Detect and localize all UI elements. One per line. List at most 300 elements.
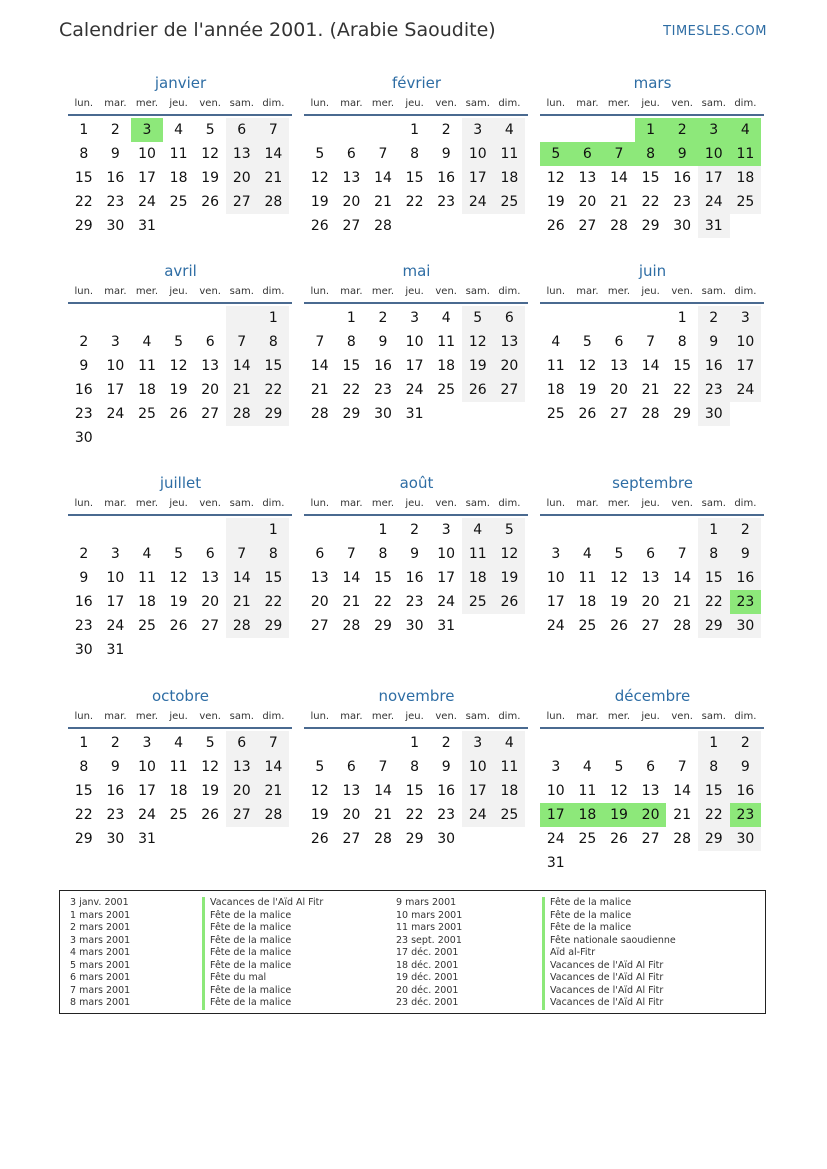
empty-cell xyxy=(494,827,526,851)
day-cell: 9 xyxy=(730,755,762,779)
month-name: mars xyxy=(633,74,672,92)
day-cell: 3 xyxy=(142,735,152,751)
day-cell: 1 xyxy=(258,306,290,330)
day-cell: 28 xyxy=(374,218,392,234)
day-cell: 4 xyxy=(730,118,762,142)
empty-cell xyxy=(462,402,494,426)
day-cell: 15 xyxy=(673,358,692,374)
day-cell: 7 xyxy=(346,546,356,562)
day-cell: 14 xyxy=(258,755,290,779)
day-cell: 28 xyxy=(374,831,392,847)
empty-cell xyxy=(462,614,494,638)
empty-cell xyxy=(540,306,572,330)
day-cell: 19 xyxy=(201,170,220,186)
weekday-label: dim. xyxy=(498,286,521,297)
empty-cell xyxy=(194,518,226,542)
day-cell: 25 xyxy=(730,190,762,214)
empty-cell xyxy=(572,118,604,142)
day-cell: 17 xyxy=(540,803,572,827)
day-cell: 28 xyxy=(310,406,329,422)
day-cell: 24 xyxy=(462,803,494,827)
legend-holiday-name: Aïd al-Fitr xyxy=(542,947,676,960)
day-cell: 4 xyxy=(142,546,152,562)
month-days xyxy=(540,731,764,875)
month-days xyxy=(68,306,292,450)
day-cell: 5 xyxy=(494,518,526,542)
weekday-label: sam. xyxy=(465,498,490,509)
day-cell: 19 xyxy=(462,354,494,378)
day-cell: 9 xyxy=(378,334,388,350)
day-cell: 4 xyxy=(174,735,184,751)
weekday-label: dim. xyxy=(262,711,285,722)
month-name: février xyxy=(391,74,442,92)
day-cell: 2 xyxy=(79,334,89,350)
day-cell: 6 xyxy=(205,546,215,562)
day-cell: 22 xyxy=(673,382,692,398)
month-name: juin xyxy=(638,262,667,280)
weekday-label: jeu. xyxy=(405,286,424,297)
day-cell: 10 xyxy=(462,755,494,779)
month-days xyxy=(540,306,764,426)
day-cell: 3 xyxy=(110,546,120,562)
day-cell: 27 xyxy=(641,831,660,847)
day-cell: 10 xyxy=(405,334,424,350)
day-cell: 29 xyxy=(641,218,660,234)
day-cell: 16 xyxy=(74,594,93,610)
day-cell: 24 xyxy=(138,807,156,823)
legend-dates-col-1 xyxy=(70,897,130,1010)
day-cell: 20 xyxy=(226,779,258,803)
empty-cell xyxy=(399,214,431,238)
day-cell: 2 xyxy=(730,731,762,755)
month-name: octobre xyxy=(151,687,210,705)
day-cell: 19 xyxy=(494,566,526,590)
day-cell: 4 xyxy=(441,310,451,326)
holiday-legend xyxy=(59,890,766,1014)
day-cell: 24 xyxy=(462,190,494,214)
legend-date: 1 mars 2001 xyxy=(70,909,131,921)
day-cell: 24 xyxy=(106,406,125,422)
day-cell: 2 xyxy=(378,310,388,326)
weekday-label: sam. xyxy=(701,498,726,509)
day-cell: 5 xyxy=(174,546,184,562)
day-cell: 30 xyxy=(673,218,692,234)
day-cell: 14 xyxy=(673,570,692,586)
day-cell: 16 xyxy=(74,382,93,398)
month-name: septembre xyxy=(612,474,693,492)
day-cell: 24 xyxy=(730,378,762,402)
page-title: Calendrier de l'année 2001. (Arabie Saoudite) xyxy=(59,19,496,41)
empty-cell xyxy=(462,214,494,238)
day-cell: 18 xyxy=(169,783,188,799)
day-cell: 11 xyxy=(730,142,762,166)
day-cell: 12 xyxy=(169,358,188,374)
empty-cell xyxy=(603,851,635,875)
day-cell: 26 xyxy=(462,378,494,402)
day-cell: 21 xyxy=(226,378,258,402)
empty-cell xyxy=(572,731,604,755)
day-cell: 3 xyxy=(698,118,730,142)
day-cell: 21 xyxy=(258,779,290,803)
empty-cell xyxy=(226,518,258,542)
day-cell: 14 xyxy=(310,358,329,374)
day-cell: 17 xyxy=(462,779,494,803)
day-cell: 26 xyxy=(310,218,329,234)
day-cell: 26 xyxy=(169,618,188,634)
day-cell: 11 xyxy=(578,783,597,799)
day-cell: 4 xyxy=(174,122,184,138)
weekday-label: sam. xyxy=(701,98,726,109)
weekday-label: sam. xyxy=(465,286,490,297)
day-cell: 16 xyxy=(698,354,730,378)
day-cell: 27 xyxy=(226,803,258,827)
day-cell: 15 xyxy=(74,170,93,186)
empty-cell xyxy=(68,518,100,542)
day-cell: 20 xyxy=(310,594,329,610)
month-days xyxy=(304,518,528,638)
day-cell: 24 xyxy=(698,190,730,214)
day-cell: 24 xyxy=(437,594,456,610)
day-cell: 21 xyxy=(374,194,392,210)
day-cell: 10 xyxy=(546,570,565,586)
weekday-label: dim. xyxy=(498,711,521,722)
month-days xyxy=(540,518,764,638)
day-cell: 29 xyxy=(258,614,290,638)
day-cell: 2 xyxy=(410,522,420,538)
empty-cell xyxy=(163,518,195,542)
empty-cell xyxy=(540,731,572,755)
day-cell: 28 xyxy=(342,618,361,634)
day-cell: 20 xyxy=(201,382,220,398)
day-cell: 11 xyxy=(169,146,188,162)
day-cell: 6 xyxy=(346,146,356,162)
day-cell: 20 xyxy=(226,166,258,190)
day-cell: 5 xyxy=(614,759,624,775)
weekday-label: dim. xyxy=(262,98,285,109)
day-cell: 16 xyxy=(106,170,125,186)
day-cell: 15 xyxy=(74,783,93,799)
day-cell: 24 xyxy=(138,194,156,210)
day-cell: 21 xyxy=(641,382,660,398)
day-cell: 6 xyxy=(614,334,624,350)
day-cell: 2 xyxy=(698,306,730,330)
day-cell: 2 xyxy=(110,735,120,751)
day-cell: 29 xyxy=(405,831,424,847)
day-cell: 17 xyxy=(106,382,125,398)
day-cell: 10 xyxy=(730,330,762,354)
day-cell: 28 xyxy=(673,831,692,847)
legend-holiday-name: Vacances de l'Aïd Al Fitr xyxy=(542,985,676,998)
day-cell: 24 xyxy=(106,618,125,634)
month-days xyxy=(304,306,528,426)
day-cell: 8 xyxy=(410,146,420,162)
day-cell: 19 xyxy=(603,803,635,827)
empty-cell xyxy=(666,518,698,542)
weekday-header xyxy=(540,494,764,516)
day-cell: 9 xyxy=(79,570,89,586)
legend-holiday-name: Vacances de l'Aïd Al Fitr xyxy=(542,972,676,985)
day-cell: 4 xyxy=(582,546,592,562)
day-cell: 27 xyxy=(342,831,361,847)
weekday-header xyxy=(304,282,528,304)
empty-cell xyxy=(163,214,195,238)
legend-holiday-name: Fête de la malice xyxy=(202,910,323,923)
day-cell: 3 xyxy=(131,118,163,142)
weekday-label: mer. xyxy=(371,286,395,297)
legend-holiday-name: Vacances de l'Aïd Al Fitr xyxy=(202,897,323,910)
day-cell: 6 xyxy=(205,334,215,350)
weekday-label: lun. xyxy=(310,498,330,509)
weekday-header xyxy=(304,494,528,516)
day-cell: 23 xyxy=(405,594,424,610)
weekday-label: mar. xyxy=(576,286,599,297)
day-cell: 14 xyxy=(610,170,628,186)
day-cell: 22 xyxy=(698,590,730,614)
day-cell: 30 xyxy=(106,218,125,234)
day-cell: 6 xyxy=(572,142,604,166)
day-cell: 21 xyxy=(673,807,692,823)
day-cell: 15 xyxy=(698,566,730,590)
day-cell: 21 xyxy=(610,194,628,210)
day-cell: 19 xyxy=(610,594,628,610)
day-cell: 11 xyxy=(437,334,456,350)
weekday-label: mer. xyxy=(135,98,159,109)
empty-cell xyxy=(603,118,635,142)
month-days xyxy=(68,118,292,238)
weekday-label: ven. xyxy=(199,98,221,109)
day-cell: 18 xyxy=(169,170,188,186)
day-cell: 30 xyxy=(730,827,762,851)
day-cell: 9 xyxy=(110,759,120,775)
empty-cell xyxy=(572,851,604,875)
empty-cell xyxy=(163,306,195,330)
empty-cell xyxy=(603,306,635,330)
day-cell: 23 xyxy=(437,194,456,210)
day-cell: 10 xyxy=(106,570,125,586)
weekday-label: mar. xyxy=(104,98,127,109)
day-cell: 15 xyxy=(405,170,424,186)
weekday-label: mar. xyxy=(576,711,599,722)
day-cell: 8 xyxy=(258,330,290,354)
brand-link[interactable]: TIMESLES.COM xyxy=(663,24,767,39)
day-cell: 16 xyxy=(730,566,762,590)
day-cell: 25 xyxy=(578,831,597,847)
day-cell: 31 xyxy=(138,218,156,234)
day-cell: 12 xyxy=(546,170,565,186)
empty-cell xyxy=(258,827,290,851)
day-cell: 4 xyxy=(494,731,526,755)
day-cell: 30 xyxy=(437,831,456,847)
day-cell: 31 xyxy=(437,618,456,634)
day-cell: 25 xyxy=(546,406,565,422)
day-cell: 13 xyxy=(342,783,361,799)
legend-holiday-name: Fête de la malice xyxy=(202,947,323,960)
day-cell: 18 xyxy=(138,382,156,398)
day-cell: 31 xyxy=(138,831,156,847)
day-cell: 27 xyxy=(201,406,220,422)
day-cell: 28 xyxy=(673,618,692,634)
day-cell: 10 xyxy=(698,142,730,166)
empty-cell xyxy=(367,731,399,755)
day-cell: 5 xyxy=(540,142,572,166)
empty-cell xyxy=(336,731,368,755)
day-cell: 30 xyxy=(74,430,93,446)
legend-holiday-name: Fête nationale saoudienne xyxy=(542,935,676,948)
weekday-label: ven. xyxy=(199,498,221,509)
day-cell: 20 xyxy=(635,803,667,827)
day-cell: 21 xyxy=(342,594,361,610)
day-cell: 10 xyxy=(138,146,156,162)
weekday-label: ven. xyxy=(671,711,693,722)
day-cell: 15 xyxy=(258,566,290,590)
month-block xyxy=(543,72,765,238)
day-cell: 7 xyxy=(677,546,687,562)
weekday-label: dim. xyxy=(734,498,757,509)
day-cell: 20 xyxy=(578,194,597,210)
weekday-label: jeu. xyxy=(169,711,188,722)
empty-cell xyxy=(304,518,336,542)
empty-cell xyxy=(131,426,163,450)
weekday-label: mer. xyxy=(607,498,631,509)
day-cell: 26 xyxy=(201,807,220,823)
empty-cell xyxy=(494,614,526,638)
day-cell: 24 xyxy=(546,618,565,634)
day-cell: 14 xyxy=(374,170,392,186)
day-cell: 7 xyxy=(258,118,290,142)
empty-cell xyxy=(336,118,368,142)
empty-cell xyxy=(100,426,132,450)
day-cell: 28 xyxy=(258,803,290,827)
empty-cell xyxy=(635,731,667,755)
weekday-label: ven. xyxy=(435,98,457,109)
day-cell: 28 xyxy=(641,406,660,422)
day-cell: 30 xyxy=(374,406,392,422)
day-cell: 12 xyxy=(462,330,494,354)
day-cell: 17 xyxy=(405,358,424,374)
empty-cell xyxy=(367,118,399,142)
day-cell: 25 xyxy=(578,618,597,634)
empty-cell xyxy=(572,306,604,330)
day-cell: 9 xyxy=(410,546,420,562)
weekday-label: mar. xyxy=(104,711,127,722)
empty-cell xyxy=(163,638,195,662)
weekday-label: sam. xyxy=(229,98,254,109)
day-cell: 20 xyxy=(641,594,660,610)
month-block xyxy=(71,260,293,450)
day-cell: 26 xyxy=(201,194,220,210)
weekday-label: mar. xyxy=(340,711,363,722)
day-cell: 5 xyxy=(315,759,325,775)
weekday-label: dim. xyxy=(498,98,521,109)
day-cell: 16 xyxy=(106,783,125,799)
day-cell: 18 xyxy=(572,803,604,827)
legend-date: 6 mars 2001 xyxy=(70,972,131,983)
day-cell: 23 xyxy=(106,194,125,210)
day-cell: 3 xyxy=(551,759,561,775)
day-cell: 7 xyxy=(646,334,656,350)
day-cell: 22 xyxy=(374,594,392,610)
month-name: novembre xyxy=(378,687,455,705)
day-cell: 18 xyxy=(730,166,762,190)
weekday-label: jeu. xyxy=(641,498,660,509)
legend-holiday-name: Fête de la malice xyxy=(202,922,323,935)
legend-holiday-name: Fête de la malice xyxy=(542,922,676,935)
day-cell: 25 xyxy=(494,190,526,214)
empty-cell xyxy=(131,306,163,330)
legend-date: 18 déc. 2001 xyxy=(396,959,459,971)
empty-cell xyxy=(304,731,336,755)
day-cell: 12 xyxy=(578,358,597,374)
day-cell: 21 xyxy=(258,166,290,190)
weekday-label: mar. xyxy=(340,286,363,297)
day-cell: 23 xyxy=(374,382,392,398)
day-cell: 7 xyxy=(315,334,325,350)
empty-cell xyxy=(494,402,526,426)
day-cell: 6 xyxy=(346,759,356,775)
day-cell: 27 xyxy=(641,618,660,634)
day-cell: 22 xyxy=(258,590,290,614)
day-cell: 14 xyxy=(374,783,392,799)
day-cell: 4 xyxy=(142,334,152,350)
day-cell: 23 xyxy=(74,406,93,422)
day-cell: 7 xyxy=(378,146,388,162)
day-cell: 25 xyxy=(169,807,188,823)
empty-cell xyxy=(226,426,258,450)
day-cell: 23 xyxy=(730,803,762,827)
weekday-label: mer. xyxy=(607,286,631,297)
day-cell: 22 xyxy=(342,382,361,398)
month-days xyxy=(68,518,292,662)
day-cell: 16 xyxy=(437,783,456,799)
weekday-label: lun. xyxy=(546,498,566,509)
day-cell: 12 xyxy=(169,570,188,586)
day-cell: 12 xyxy=(310,783,329,799)
legend-holiday-name: Fête de la malice xyxy=(202,960,323,973)
day-cell: 31 xyxy=(546,855,565,871)
weekday-label: lun. xyxy=(310,98,330,109)
day-cell: 16 xyxy=(673,170,692,186)
weekday-header xyxy=(68,94,292,116)
day-cell: 12 xyxy=(201,146,220,162)
empty-cell xyxy=(730,402,762,426)
weekday-label: sam. xyxy=(701,711,726,722)
weekday-label: ven. xyxy=(199,711,221,722)
day-cell: 6 xyxy=(226,118,258,142)
day-cell: 30 xyxy=(405,618,424,634)
weekday-label: dim. xyxy=(262,498,285,509)
weekday-label: mer. xyxy=(135,498,159,509)
weekday-header xyxy=(68,494,292,516)
day-cell: 11 xyxy=(494,142,526,166)
day-cell: 8 xyxy=(79,759,89,775)
weekday-header xyxy=(304,94,528,116)
day-cell: 15 xyxy=(641,170,660,186)
day-cell: 13 xyxy=(201,570,220,586)
empty-cell xyxy=(194,214,226,238)
weekday-label: mar. xyxy=(576,98,599,109)
empty-cell xyxy=(430,402,462,426)
weekday-label: lun. xyxy=(74,286,94,297)
day-cell: 28 xyxy=(258,190,290,214)
day-cell: 16 xyxy=(730,779,762,803)
day-cell: 19 xyxy=(169,594,188,610)
legend-holiday-name: Vacances de l'Aïd Al Fitr xyxy=(542,960,676,973)
day-cell: 29 xyxy=(74,831,93,847)
empty-cell xyxy=(540,118,572,142)
day-cell: 8 xyxy=(378,546,388,562)
day-cell: 14 xyxy=(641,358,660,374)
day-cell: 11 xyxy=(546,358,565,374)
